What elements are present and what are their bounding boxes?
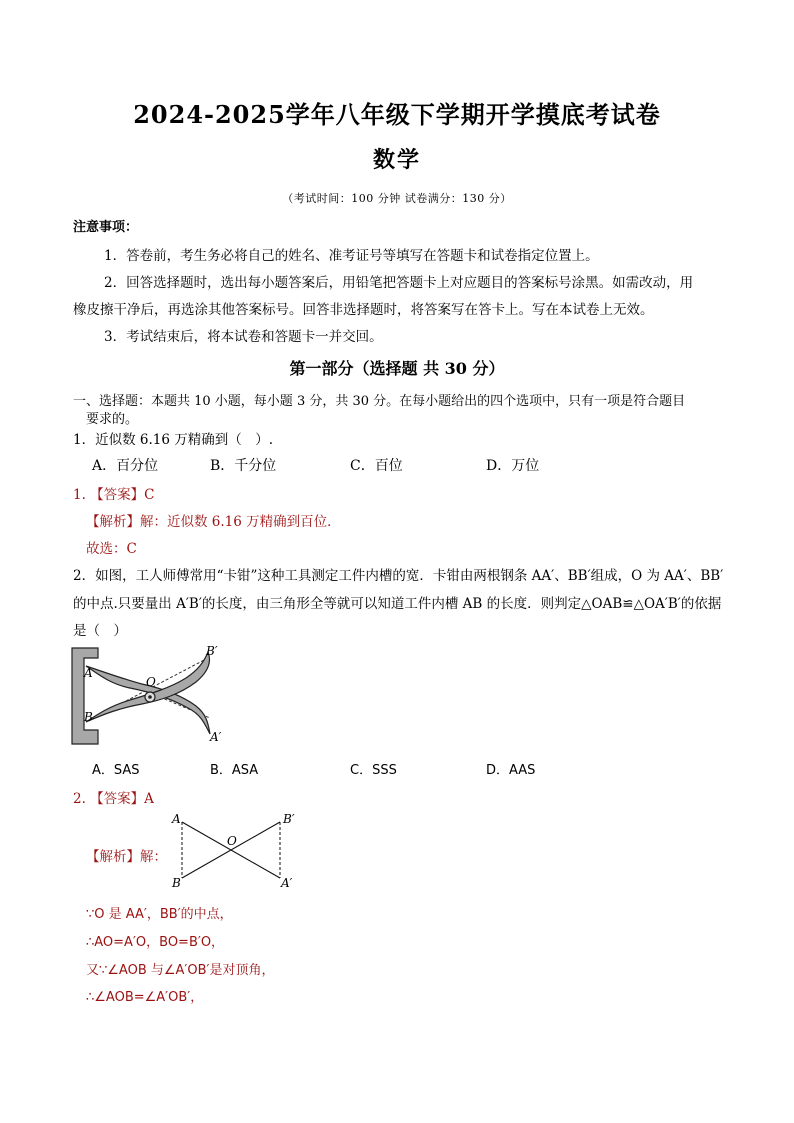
q2-step-3: 又∵∠AOB 与∠A′OB′是对顶角，	[86, 963, 275, 978]
q1-option-a: A．百分位	[92, 458, 159, 474]
q2-analysis-label: 【解析】解：	[86, 849, 167, 865]
q1-option-b: B．千分位	[210, 458, 277, 474]
notice-item-1: 1．答卷前，考生务必将自己的姓名、准考证号等填写在答题卡和试卷指定位置上。	[104, 248, 599, 264]
exam-title: 2024-2025学年八年级下学期开学摸底考试卷	[133, 100, 661, 129]
section-title: 第一部分（选择题 共 30 分）	[289, 359, 505, 378]
diagram-label-o: O	[227, 834, 237, 848]
notice-item-3: 3．考试结束后，将本试卷和答题卡一并交回。	[104, 329, 383, 345]
q2-step-1: ∵O 是 AA′，BB′的中点，	[86, 907, 233, 922]
fig-label-a: A	[84, 666, 93, 680]
q2-stem-line-1: 2．如图，工人师傅常用“卡钳”这种工具测定工件内槽的宽．卡钳由两根钢条 AA′、BB′组成，O 为 AA′、BB′	[73, 568, 724, 584]
q1-analysis: 【解析】解：近似数 6.16 万精确到百位．	[86, 514, 341, 530]
q2-answer: 2. 【答案】A	[73, 791, 154, 807]
q2-stem-line-2: 的中点.只要量出 A′B′的长度，由三角形全等就可以知道工件内槽 AB 的长度．则判定△OAB≌△OA′B′的依据	[73, 596, 722, 612]
diagram-label-b-prime: B′	[283, 812, 295, 826]
fig-label-o: O	[146, 675, 156, 689]
q2-option-c: C．SSS	[350, 763, 397, 778]
notice-heading: 注意事项：	[73, 220, 139, 235]
section-instruction: 一、选择题：本题共 10 小题，每小题 3 分，共 30 分。在每小题给出的四个选项中，只有一项是符合题目	[73, 394, 686, 409]
notice-item-2: 2．回答选择题时，选出每小题答案后，用铅笔把答题卡上对应题目的答案标号涂黑。如需改动，用	[104, 275, 694, 291]
q2-stem-line-3: 是（ ）	[73, 623, 127, 639]
q1-stem: 1．近似数 6.16 万精确到（ ）.	[73, 432, 274, 448]
subject-title: 数学	[372, 147, 421, 173]
q1-choice: 故选：C	[86, 541, 137, 557]
diagram-label-a-prime: A′	[281, 876, 293, 890]
section-instruction-cont: 要求的。	[86, 412, 139, 427]
q2-option-b: B．ASA	[210, 763, 259, 778]
q1-option-d: D．万位	[486, 458, 540, 474]
q2-option-a: A．SAS	[92, 763, 140, 778]
q2-step-2: ∴AO=A′O，BO=B′O，	[86, 935, 225, 950]
pivot-inner	[148, 695, 152, 699]
workpiece-slot	[72, 648, 98, 744]
fig-label-b: B	[84, 710, 93, 724]
notice-item-2-cont: 橡皮擦干净后，再选涂其他答案标号。回答非选择题时，将答案写在答卡上。写在本试卷上无效。	[73, 302, 654, 318]
diagram-label-a: A	[172, 812, 181, 826]
fig-label-a-prime: A′	[210, 730, 222, 744]
q1-option-c: C．百位	[350, 458, 403, 474]
q2-step-4: ∴∠AOB=∠A′OB′，	[86, 990, 204, 1005]
q1-answer: 1. 【答案】C	[73, 487, 155, 503]
exam-time-info: （考试时间：100 分钟 试卷满分：130 分）	[282, 192, 512, 205]
q2-option-d: D．AAS	[486, 763, 536, 778]
diagram-label-b: B	[172, 876, 181, 890]
fig-label-b-prime: B′	[206, 644, 218, 658]
